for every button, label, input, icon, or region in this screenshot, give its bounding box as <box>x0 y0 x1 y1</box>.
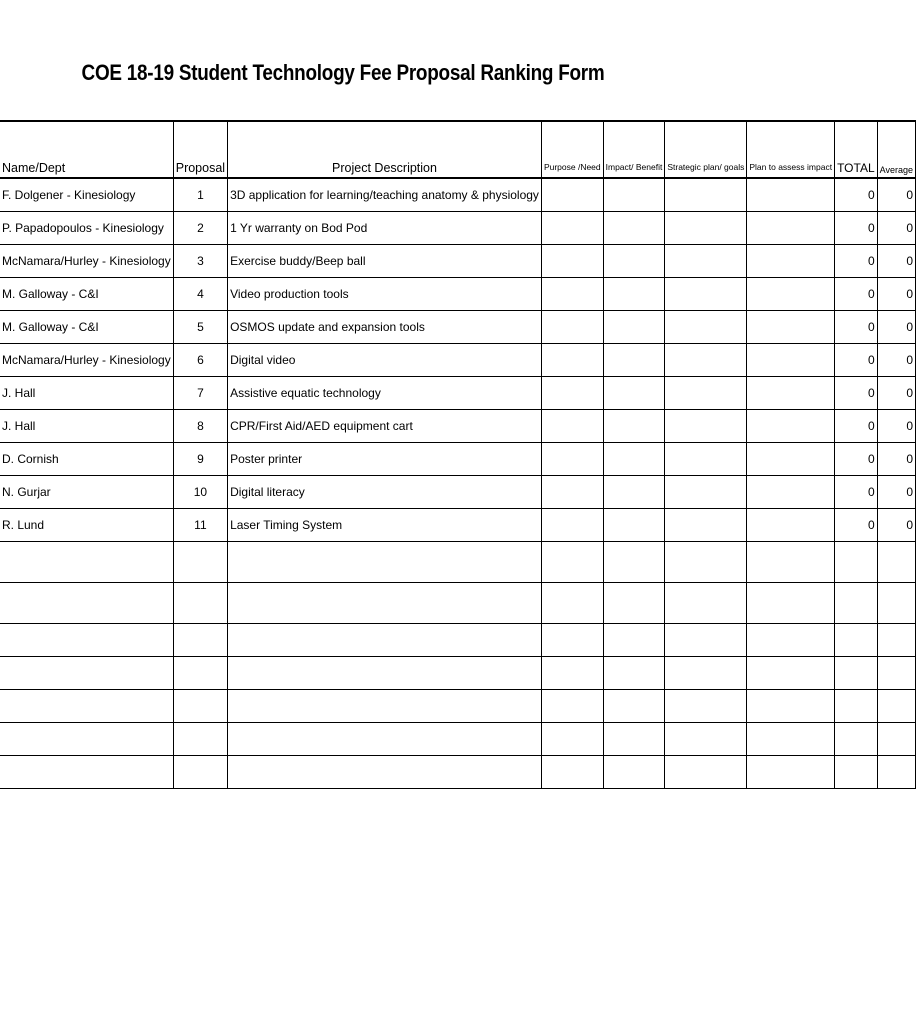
cell-average: 0 <box>877 508 915 541</box>
empty-cell[interactable] <box>541 623 603 656</box>
cell-name-dept[interactable]: M. Galloway - C&I <box>0 277 173 310</box>
cell-strategic[interactable] <box>665 376 747 409</box>
empty-cell[interactable] <box>665 722 747 755</box>
empty-cell[interactable] <box>173 582 227 623</box>
header-impact-benefit: Impact/ Benefit <box>603 121 665 178</box>
table-row <box>0 211 916 244</box>
empty-cell[interactable] <box>747 541 835 582</box>
empty-cell[interactable] <box>0 623 173 656</box>
cell-description[interactable]: 3D application for learning/teaching anatomy & physiology <box>228 178 542 211</box>
cell-impact[interactable] <box>603 244 665 277</box>
cell-purpose[interactable] <box>541 409 603 442</box>
cell-proposal[interactable]: 10 <box>173 475 227 508</box>
empty-cell[interactable] <box>603 755 665 788</box>
cell-description[interactable]: Video production tools <box>228 277 542 310</box>
cell-name-dept[interactable]: McNamara/Hurley - Kinesiology <box>0 244 173 277</box>
empty-cell[interactable] <box>665 582 747 623</box>
cell-strategic[interactable] <box>665 508 747 541</box>
empty-cell[interactable] <box>541 689 603 722</box>
cell-description[interactable]: Exercise buddy/Beep ball <box>228 244 542 277</box>
cell-total: 0 <box>835 508 878 541</box>
cell-description[interactable]: OSMOS update and expansion tools <box>228 310 542 343</box>
cell-average: 0 <box>877 211 915 244</box>
cell-purpose[interactable] <box>541 442 603 475</box>
header-average: Average <box>877 121 915 178</box>
cell-purpose[interactable] <box>541 343 603 376</box>
empty-cell[interactable] <box>173 656 227 689</box>
empty-cell[interactable] <box>835 722 878 755</box>
cell-description[interactable]: 1 Yr warranty on Bod Pod <box>228 211 542 244</box>
cell-proposal[interactable]: 7 <box>173 376 227 409</box>
cell-impact[interactable] <box>603 376 665 409</box>
empty-cell[interactable] <box>835 656 878 689</box>
table-row <box>0 409 916 442</box>
cell-proposal[interactable]: 1 <box>173 178 227 211</box>
cell-strategic[interactable] <box>665 211 747 244</box>
empty-cell[interactable] <box>747 623 835 656</box>
empty-cell[interactable] <box>541 582 603 623</box>
cell-purpose[interactable] <box>541 508 603 541</box>
empty-cell[interactable] <box>835 623 878 656</box>
empty-cell[interactable] <box>747 689 835 722</box>
header-row <box>0 121 916 178</box>
header-plan-to-assess-impact: Plan to assess impact <box>747 121 835 178</box>
cell-purpose[interactable] <box>541 277 603 310</box>
cell-name-dept[interactable]: F. Dolgener - Kinesiology <box>0 178 173 211</box>
empty-cell[interactable] <box>603 582 665 623</box>
empty-cell[interactable] <box>228 755 542 788</box>
cell-purpose[interactable] <box>541 310 603 343</box>
cell-total: 0 <box>835 409 878 442</box>
cell-proposal[interactable]: 6 <box>173 343 227 376</box>
cell-impact[interactable] <box>603 409 665 442</box>
table-row <box>0 343 916 376</box>
cell-total: 0 <box>835 343 878 376</box>
cell-strategic[interactable] <box>665 475 747 508</box>
cell-plan[interactable] <box>747 211 835 244</box>
cell-plan[interactable] <box>747 343 835 376</box>
empty-cell[interactable] <box>877 722 915 755</box>
page-title: COE 18-19 Student Technology Fee Proposal Ranking Form <box>81 60 605 85</box>
empty-cell[interactable] <box>173 689 227 722</box>
table-row <box>0 310 916 343</box>
table-row <box>0 376 916 409</box>
cell-impact[interactable] <box>603 178 665 211</box>
empty-cell[interactable] <box>665 541 747 582</box>
cell-plan[interactable] <box>747 244 835 277</box>
empty-cell[interactable] <box>228 582 542 623</box>
table-row <box>0 475 916 508</box>
cell-total: 0 <box>835 310 878 343</box>
cell-description[interactable]: Digital literacy <box>228 475 542 508</box>
empty-cell[interactable] <box>747 755 835 788</box>
header-purpose-need: Purpose /Need <box>541 121 603 178</box>
table-row <box>0 277 916 310</box>
cell-impact[interactable] <box>603 508 665 541</box>
cell-average: 0 <box>877 277 915 310</box>
cell-strategic[interactable] <box>665 409 747 442</box>
header-strategic-plan-goals: Strategic plan/ goals <box>665 121 747 178</box>
cell-purpose[interactable] <box>541 244 603 277</box>
empty-cell[interactable] <box>665 689 747 722</box>
cell-plan[interactable] <box>747 310 835 343</box>
empty-cell[interactable] <box>173 722 227 755</box>
empty-cell[interactable] <box>228 689 542 722</box>
empty-cell[interactable] <box>173 755 227 788</box>
cell-impact[interactable] <box>603 475 665 508</box>
empty-row <box>0 541 916 582</box>
empty-cell[interactable] <box>665 755 747 788</box>
cell-purpose[interactable] <box>541 178 603 211</box>
cell-strategic[interactable] <box>665 277 747 310</box>
empty-cell[interactable] <box>603 689 665 722</box>
cell-plan[interactable] <box>747 277 835 310</box>
table-row <box>0 178 916 211</box>
cell-total: 0 <box>835 178 878 211</box>
cell-impact[interactable] <box>603 310 665 343</box>
empty-cell[interactable] <box>0 582 173 623</box>
empty-cell[interactable] <box>835 689 878 722</box>
cell-description[interactable]: CPR/First Aid/AED equipment cart <box>228 409 542 442</box>
cell-total: 0 <box>835 211 878 244</box>
cell-total: 0 <box>835 442 878 475</box>
empty-row <box>0 656 916 689</box>
cell-name-dept[interactable]: D. Cornish <box>0 442 173 475</box>
empty-cell[interactable] <box>173 541 227 582</box>
cell-plan[interactable] <box>747 442 835 475</box>
cell-plan[interactable] <box>747 508 835 541</box>
cell-proposal[interactable]: 3 <box>173 244 227 277</box>
table-row <box>0 244 916 277</box>
empty-cell[interactable] <box>0 689 173 722</box>
cell-proposal[interactable]: 4 <box>173 277 227 310</box>
empty-cell[interactable] <box>603 623 665 656</box>
cell-average: 0 <box>877 376 915 409</box>
ranking-table <box>0 120 916 789</box>
empty-cell[interactable] <box>603 722 665 755</box>
empty-cell[interactable] <box>228 623 542 656</box>
cell-average: 0 <box>877 343 915 376</box>
empty-cell[interactable] <box>0 722 173 755</box>
cell-average: 0 <box>877 475 915 508</box>
header-project-description: Project Description <box>228 121 542 178</box>
empty-cell[interactable] <box>877 689 915 722</box>
empty-cell[interactable] <box>835 541 878 582</box>
header-proposal: Proposal <box>173 121 227 178</box>
cell-average: 0 <box>877 310 915 343</box>
cell-description[interactable]: Laser Timing System <box>228 508 542 541</box>
cell-average: 0 <box>877 409 915 442</box>
cell-total: 0 <box>835 475 878 508</box>
cell-strategic[interactable] <box>665 442 747 475</box>
empty-cell[interactable] <box>228 656 542 689</box>
empty-cell[interactable] <box>0 541 173 582</box>
empty-cell[interactable] <box>0 656 173 689</box>
empty-cell[interactable] <box>877 582 915 623</box>
cell-strategic[interactable] <box>665 343 747 376</box>
cell-proposal[interactable]: 9 <box>173 442 227 475</box>
empty-cell[interactable] <box>877 623 915 656</box>
empty-cell[interactable] <box>877 656 915 689</box>
cell-impact[interactable] <box>603 277 665 310</box>
cell-purpose[interactable] <box>541 211 603 244</box>
empty-cell[interactable] <box>603 656 665 689</box>
empty-cell[interactable] <box>877 541 915 582</box>
empty-cell[interactable] <box>603 541 665 582</box>
cell-plan[interactable] <box>747 178 835 211</box>
cell-name-dept[interactable]: R. Lund <box>0 508 173 541</box>
cell-description[interactable]: Digital video <box>228 343 542 376</box>
empty-cell[interactable] <box>541 755 603 788</box>
empty-cell[interactable] <box>541 541 603 582</box>
header-name-dept: Name/Dept <box>0 121 173 178</box>
cell-proposal[interactable]: 5 <box>173 310 227 343</box>
cell-impact[interactable] <box>603 343 665 376</box>
cell-average: 0 <box>877 244 915 277</box>
empty-cell[interactable] <box>877 755 915 788</box>
cell-name-dept[interactable]: N. Gurjar <box>0 475 173 508</box>
cell-strategic[interactable] <box>665 244 747 277</box>
cell-proposal[interactable]: 2 <box>173 211 227 244</box>
cell-total: 0 <box>835 244 878 277</box>
empty-cell[interactable] <box>835 582 878 623</box>
empty-cell[interactable] <box>0 755 173 788</box>
cell-total: 0 <box>835 376 878 409</box>
cell-description[interactable]: Poster printer <box>228 442 542 475</box>
empty-cell[interactable] <box>665 656 747 689</box>
empty-cell[interactable] <box>541 722 603 755</box>
cell-plan[interactable] <box>747 475 835 508</box>
table-row <box>0 442 916 475</box>
cell-proposal[interactable]: 11 <box>173 508 227 541</box>
cell-description[interactable]: Assistive equatic technology <box>228 376 542 409</box>
cell-name-dept[interactable]: J. Hall <box>0 409 173 442</box>
cell-name-dept[interactable]: McNamara/Hurley - Kinesiology <box>0 343 173 376</box>
cell-name-dept[interactable]: J. Hall <box>0 376 173 409</box>
empty-cell[interactable] <box>173 623 227 656</box>
cell-plan[interactable] <box>747 409 835 442</box>
empty-row <box>0 755 916 788</box>
cell-average: 0 <box>877 442 915 475</box>
cell-plan[interactable] <box>747 376 835 409</box>
cell-strategic[interactable] <box>665 178 747 211</box>
table-row <box>0 508 916 541</box>
empty-cell[interactable] <box>541 656 603 689</box>
empty-cell[interactable] <box>747 722 835 755</box>
cell-average: 0 <box>877 178 915 211</box>
empty-cell[interactable] <box>747 656 835 689</box>
cell-strategic[interactable] <box>665 310 747 343</box>
empty-cell[interactable] <box>835 755 878 788</box>
empty-cell[interactable] <box>747 582 835 623</box>
cell-name-dept[interactable]: P. Papadopoulos - Kinesiology <box>0 211 173 244</box>
cell-impact[interactable] <box>603 442 665 475</box>
empty-row <box>0 623 916 656</box>
empty-row <box>0 582 916 623</box>
cell-purpose[interactable] <box>541 475 603 508</box>
cell-name-dept[interactable]: M. Galloway - C&I <box>0 310 173 343</box>
cell-proposal[interactable]: 8 <box>173 409 227 442</box>
cell-purpose[interactable] <box>541 376 603 409</box>
empty-row <box>0 689 916 722</box>
cell-impact[interactable] <box>603 211 665 244</box>
empty-cell[interactable] <box>228 722 542 755</box>
empty-cell[interactable] <box>228 541 542 582</box>
empty-cell[interactable] <box>665 623 747 656</box>
header-total: TOTAL <box>835 121 878 178</box>
cell-total: 0 <box>835 277 878 310</box>
empty-row <box>0 722 916 755</box>
